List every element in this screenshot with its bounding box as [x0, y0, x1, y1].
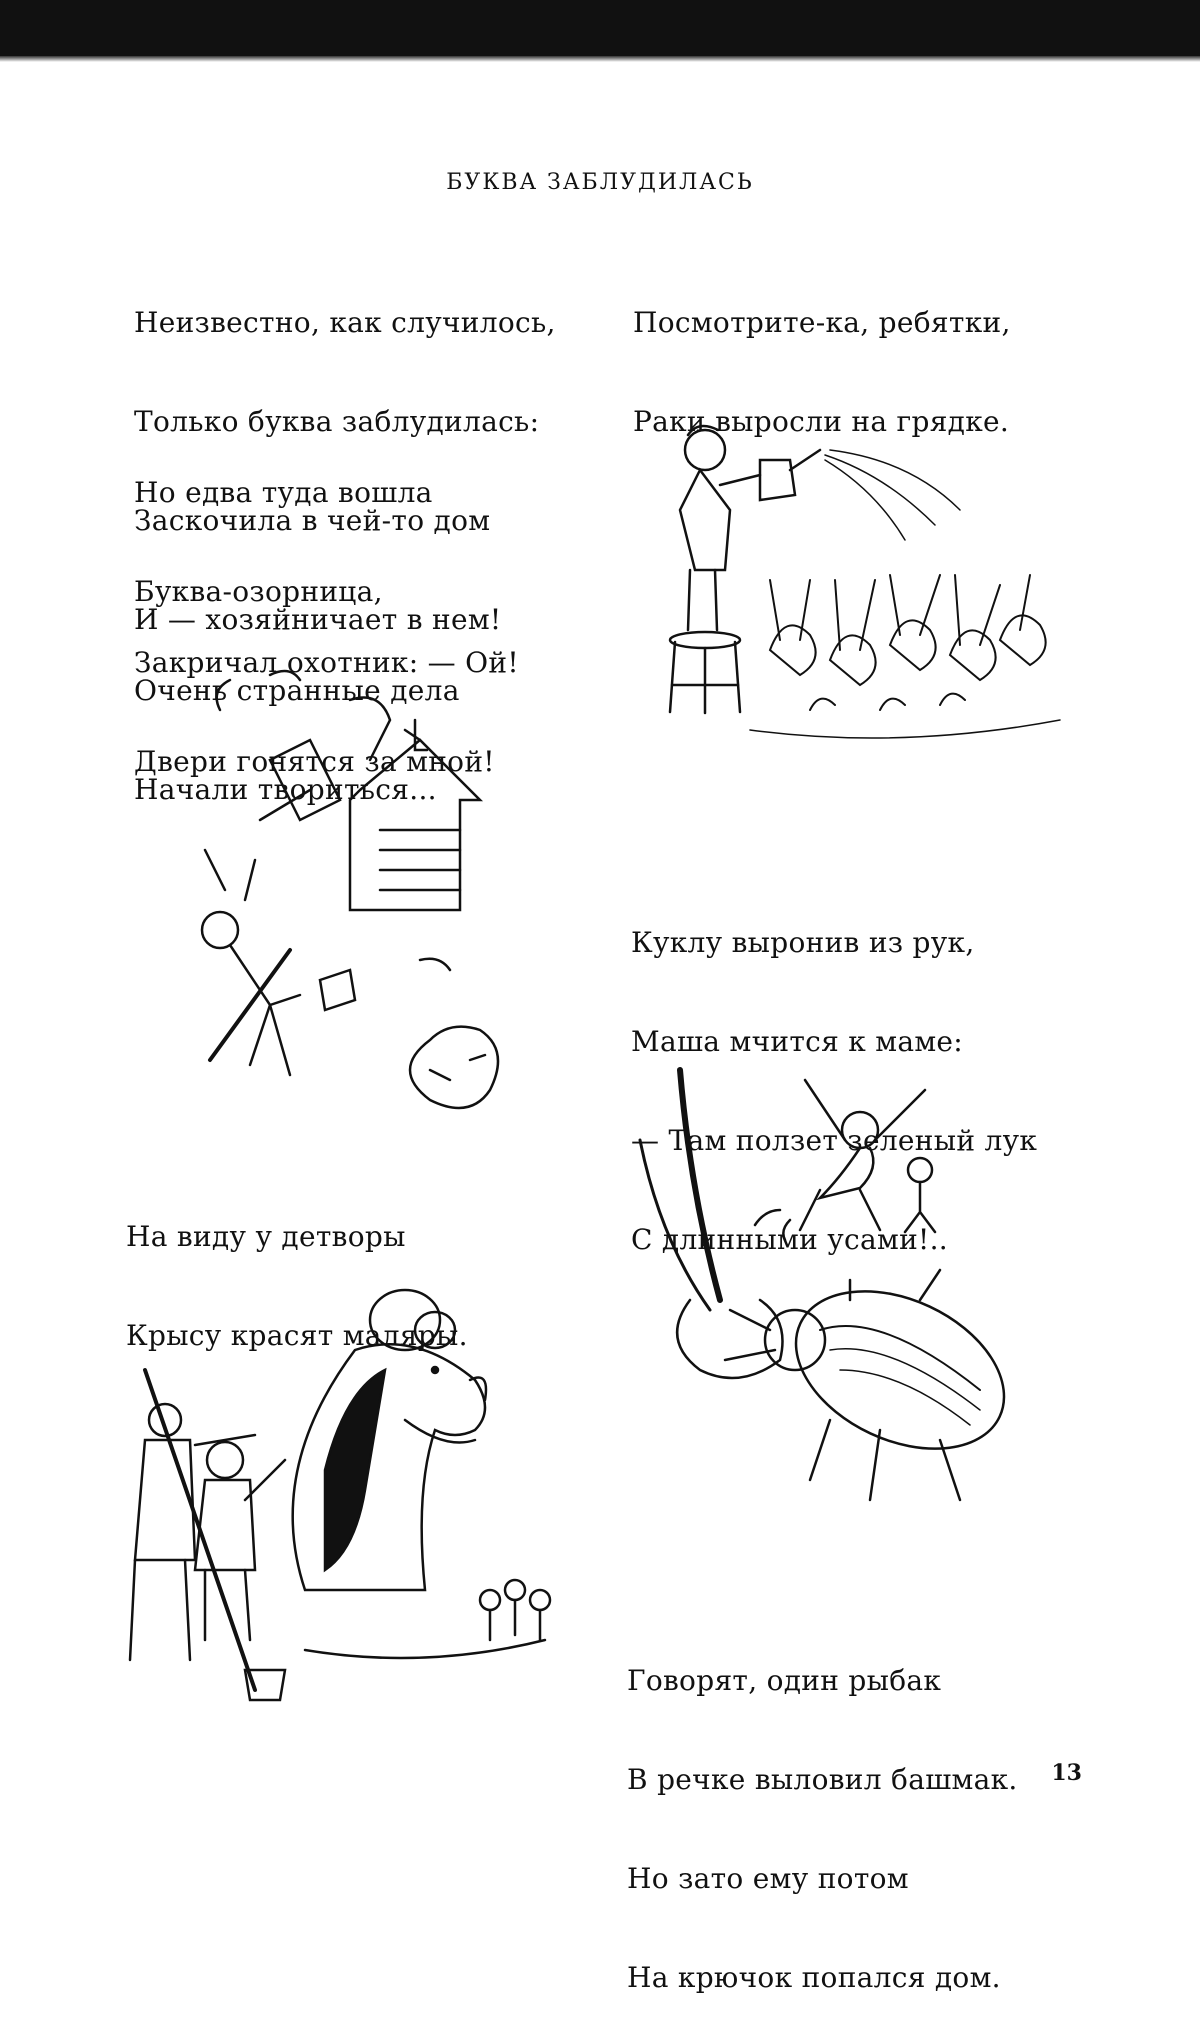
- stanza-line: Но едва туда вошла: [134, 476, 433, 509]
- stanza-line: Крысу красят маляры.: [126, 1319, 468, 1352]
- stanza-line: Двери гонятся за мной!: [134, 745, 495, 778]
- stanza-line: В речке выловил башмак.: [627, 1763, 1018, 1796]
- page-top-bar-shadow: [0, 56, 1200, 62]
- stanza-line: Посмотрите-ка, ребятки,: [633, 306, 1011, 339]
- stanza-line: Маша мчится к маме:: [631, 1025, 964, 1058]
- stanza-line: Буква-озорница,: [134, 575, 383, 608]
- stanza-line: И — хозяйничает в нем!: [134, 603, 502, 636]
- stanza-line: — Там ползет зеленый лук: [631, 1124, 1038, 1157]
- girl-and-beetle-illustration: [620, 1040, 1060, 1560]
- stanza-line: С длинными усами!..: [631, 1223, 949, 1256]
- page-title: БУКВА ЗАБЛУДИЛАСЬ: [446, 170, 754, 195]
- painters-and-rat-illustration: [105, 1270, 575, 1710]
- stanza-7: [627, 1598, 1018, 2027]
- stanza-line: Куклу выронив из рук,: [631, 926, 975, 959]
- boy-watering-crayfish-illustration: [650, 410, 1070, 750]
- stanza-line: Начали твориться...: [134, 773, 437, 806]
- stanza-line: Очень странные дела: [134, 674, 460, 707]
- stanza-line: Только буква заблудилась:: [134, 405, 540, 438]
- hunter-and-house-illustration: [170, 660, 550, 1140]
- stanza-line: Говорят, один рыбак: [627, 1664, 942, 1697]
- page-top-bar: [0, 0, 1200, 56]
- stanza-line: На виду у детворы: [126, 1220, 406, 1253]
- stanza-line: Неизвестно, как случилось,: [134, 306, 556, 339]
- stanza-line: Раки выросли на грядке.: [633, 405, 1010, 438]
- stanza-line: Закричал охотник: — Ой!: [134, 646, 519, 679]
- stanza-line: На крючок попался дом.: [627, 1961, 1001, 1994]
- stanza-line: Заскочила в чей-то дом: [134, 504, 491, 537]
- stanza-line: Но зато ему потом: [627, 1862, 909, 1895]
- page-number: 13: [1051, 1760, 1082, 1786]
